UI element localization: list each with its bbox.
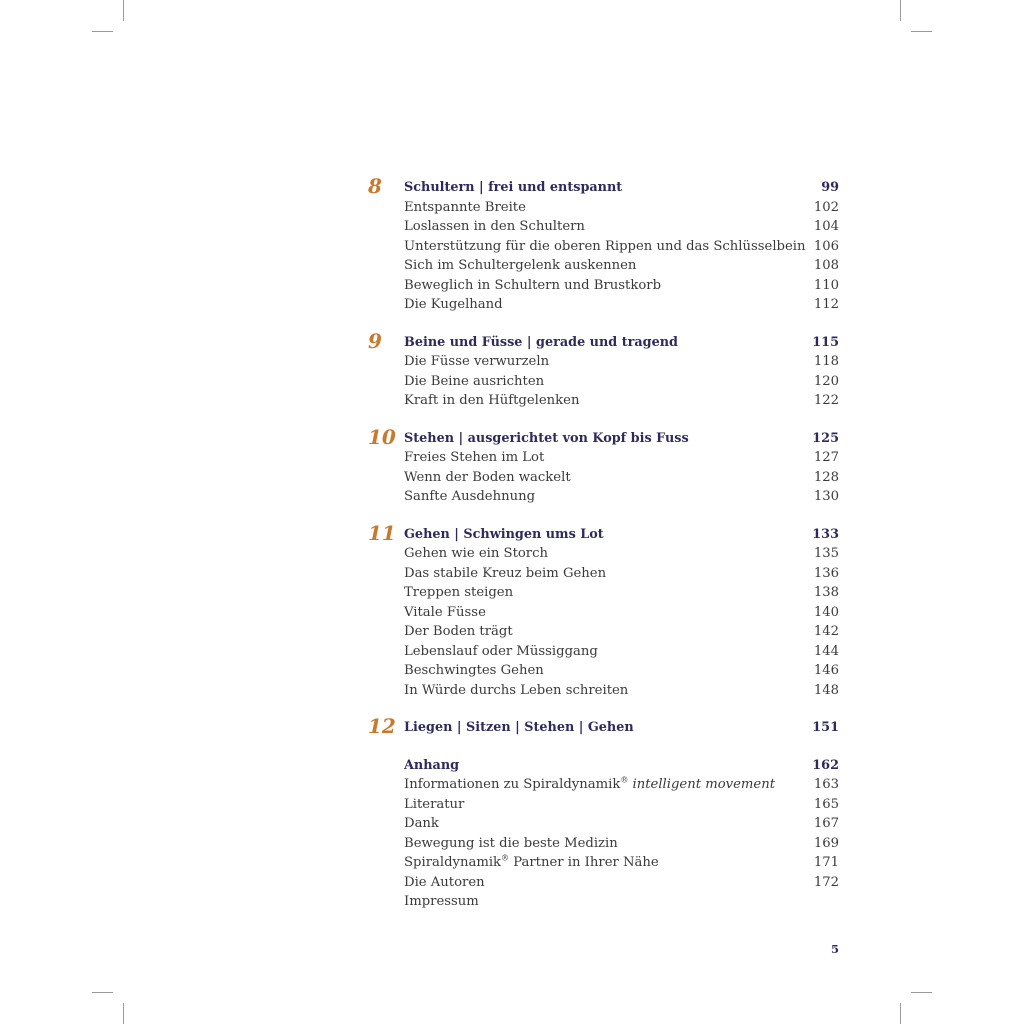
entry-text: Spiraldynamik <box>404 855 502 870</box>
registered-mark: ® <box>501 853 510 863</box>
entry-text-rest: Partner in Ihrer Nähe <box>509 855 659 870</box>
toc-entry-title <box>404 892 479 912</box>
toc-entry-page: 112 <box>813 297 839 312</box>
toc-entry <box>0 795 1024 815</box>
toc-entry <box>0 295 1024 315</box>
toc-entry-page: 130 <box>813 489 839 504</box>
toc-entry-page: 104 <box>813 219 839 234</box>
chapter-heading <box>0 333 1024 353</box>
toc-entry-page: 165 <box>813 796 839 812</box>
toc-entry <box>0 256 1024 276</box>
crop-mark <box>92 992 113 993</box>
toc-entry <box>0 622 1024 642</box>
toc-entry-title: Sich im Schultergelenk auskennen <box>404 258 637 273</box>
toc-entry-title: Sanfte Ausdehnung <box>404 489 536 504</box>
chapter-heading-page: 99 <box>821 180 839 195</box>
toc-entry-page: 120 <box>813 373 839 389</box>
appendix-heading-title: Anhang <box>404 757 460 773</box>
crop-mark <box>900 0 901 21</box>
appendix-block <box>0 756 1024 912</box>
toc-entry <box>0 814 1024 834</box>
entry-text: Die Autoren <box>404 874 485 890</box>
crop-mark <box>911 992 932 993</box>
toc-entry-page: 102 <box>813 199 839 215</box>
page-number: 5 <box>830 942 839 956</box>
toc-entry-page: 128 <box>813 469 839 485</box>
registered-mark: ® <box>620 775 629 785</box>
toc-entry <box>0 892 1024 912</box>
toc-entry <box>0 661 1024 681</box>
toc-entry-page: 106 <box>813 238 839 254</box>
toc-entry-title <box>404 873 485 893</box>
chapter-heading-title: Beine und Füsse | gerade und tragend <box>404 334 678 350</box>
crop-mark <box>123 1003 124 1024</box>
toc-entry <box>0 372 1024 392</box>
toc-entry-page: 172 <box>813 874 839 890</box>
toc-entry-title: Beweglich in Schultern und Brustkorb <box>404 277 662 293</box>
chapter-heading-page: 125 <box>812 430 839 446</box>
toc-entry-page: 142 <box>813 624 839 639</box>
toc-entry <box>0 834 1024 854</box>
chapter-heading-page: 115 <box>812 334 839 350</box>
chapter-block <box>0 714 1024 738</box>
toc-entry <box>0 873 1024 893</box>
toc-entry-title: Vitale Füsse <box>404 604 486 620</box>
toc-entry-title: Loslassen in den Schultern <box>404 219 585 234</box>
toc-entry <box>0 391 1024 411</box>
toc-entry-title <box>404 834 618 854</box>
toc-entry <box>0 448 1024 468</box>
toc-entry-title: Die Beine ausrichten <box>404 373 545 389</box>
table-of-contents <box>0 174 1024 930</box>
toc-entry <box>0 198 1024 218</box>
toc-entry-page: 135 <box>813 546 839 561</box>
chapter-heading <box>0 525 1024 545</box>
toc-entry-page: 163 <box>813 777 839 792</box>
chapter-number: 9 <box>368 328 382 353</box>
toc-entry-title: Freies Stehen im Lot <box>404 450 545 465</box>
entry-text: Dank <box>404 816 439 831</box>
chapter-heading-title: Liegen | Sitzen | Stehen | Gehen <box>404 720 634 735</box>
toc-entry-page: 122 <box>813 393 839 408</box>
toc-entry-page: 138 <box>813 585 839 600</box>
toc-entry <box>0 352 1024 372</box>
toc-entry-title <box>404 775 775 795</box>
toc-entry-title: Entspannte Breite <box>404 199 526 215</box>
toc-entry-page: 148 <box>813 682 839 698</box>
toc-entry-title: Beschwingtes Gehen <box>404 663 544 678</box>
crop-mark <box>911 31 932 32</box>
entry-text: Bewegung ist die beste Medizin <box>404 835 618 851</box>
toc-entry-title: Lebenslauf oder Müssiggang <box>404 643 598 659</box>
toc-entry-title: In Würde durchs Leben schreiten <box>404 682 629 698</box>
toc-entry-title <box>404 795 464 815</box>
chapter-number: 10 <box>368 424 396 449</box>
chapter-block <box>0 174 1024 315</box>
toc-entry-title: Die Kugelhand <box>404 297 503 312</box>
toc-entry-page: 118 <box>813 354 839 369</box>
toc-entry-page: 136 <box>813 565 839 581</box>
chapter-number: 8 <box>368 174 382 198</box>
toc-entry <box>0 217 1024 237</box>
chapter-block <box>0 520 1024 701</box>
toc-entry-page: 167 <box>813 816 839 831</box>
entry-text: Literatur <box>404 796 465 812</box>
chapter-heading-title: Gehen | Schwingen ums Lot <box>404 526 604 542</box>
chapter-number: 11 <box>368 520 396 545</box>
toc-entry <box>0 468 1024 488</box>
entry-text: Informationen zu Spiraldynamik <box>404 777 621 792</box>
toc-entry <box>0 681 1024 701</box>
entry-text: Impressum <box>404 894 479 909</box>
toc-entry <box>0 276 1024 296</box>
chapter-heading <box>0 429 1024 449</box>
toc-entry-title: Gehen wie ein Storch <box>404 546 548 561</box>
chapter-heading <box>0 718 1024 738</box>
crop-mark <box>900 1003 901 1024</box>
toc-entry <box>0 583 1024 603</box>
toc-entry-page: 169 <box>813 835 839 851</box>
chapter-heading-title: Schultern | frei und entspannt <box>404 180 623 195</box>
appendix-heading <box>0 756 1024 776</box>
crop-mark <box>123 0 124 21</box>
toc-entry-page: 127 <box>813 450 839 465</box>
chapter-block <box>0 424 1024 507</box>
chapter-block <box>0 328 1024 411</box>
toc-entry-page: 171 <box>813 855 839 870</box>
chapter-number: 12 <box>368 714 396 738</box>
chapter-heading <box>0 178 1024 198</box>
toc-entry-page: 140 <box>813 604 839 620</box>
toc-entry <box>0 237 1024 257</box>
appendix-heading-page: 162 <box>812 757 839 773</box>
toc-entry <box>0 544 1024 564</box>
toc-entry-title: Treppen steigen <box>404 585 514 600</box>
toc-entry-title: Die Füsse verwurzeln <box>404 354 550 369</box>
toc-entry <box>0 564 1024 584</box>
chapter-heading-page: 151 <box>812 720 839 735</box>
toc-entry-title: Unterstützung für die oberen Rippen und das Schlüsselbein <box>404 238 806 254</box>
toc-entry-title: Kraft in den Hüftgelenken <box>404 393 580 408</box>
toc-entry-title: Das stabile Kreuz beim Gehen <box>404 565 607 581</box>
crop-mark <box>92 31 113 32</box>
chapter-heading-page: 133 <box>812 526 839 542</box>
toc-entry-title: Der Boden trägt <box>404 624 513 639</box>
toc-entry-page: 146 <box>813 663 839 678</box>
toc-entry <box>0 775 1024 795</box>
toc-entry-title <box>404 814 439 834</box>
toc-entry <box>0 487 1024 507</box>
chapter-heading-title: Stehen | ausgerichtet von Kopf bis Fuss <box>404 430 689 446</box>
toc-entry-page: 108 <box>813 258 839 273</box>
toc-entry-page: 110 <box>813 277 839 293</box>
toc-entry-title <box>404 853 659 873</box>
entry-italic-text: intelligent movement <box>632 777 776 792</box>
toc-entry-page: 144 <box>813 643 839 659</box>
toc-entry-title: Wenn der Boden wackelt <box>404 469 571 485</box>
toc-entry <box>0 853 1024 873</box>
toc-entry <box>0 642 1024 662</box>
toc-entry <box>0 603 1024 623</box>
